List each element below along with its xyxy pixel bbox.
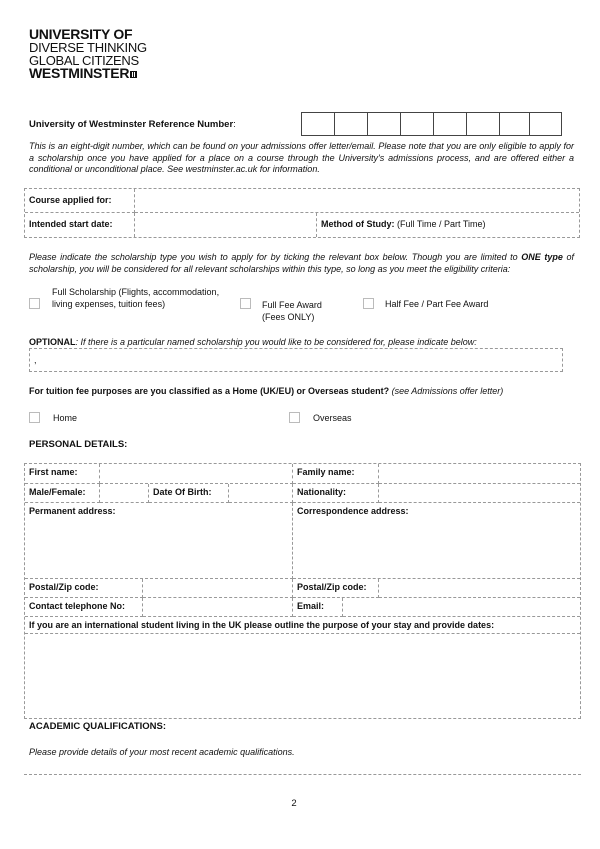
instructions-part-2: of scholarship, you will be considered for all relevant scholarships within this type, so long as you meet the eligibility criteria: bbox=[29, 252, 574, 274]
tuition-hint: (see Admissions offer letter) bbox=[389, 386, 504, 396]
reference-note: This is an eight-digit number, which can be found on your admissions offer letter/email. Please note that you are only eligible to apply for a scholarship once you have applied for a place on a course through the University's admissions process, and are offered either a conditional or unconditional place. See westminster.ac.uk for information. bbox=[29, 141, 574, 174]
correspondence-postal-label-cell bbox=[293, 579, 379, 598]
family-name-input[interactable] bbox=[379, 464, 580, 484]
full-fee-award-checkbox[interactable] bbox=[240, 298, 251, 309]
phone-label: Contact telephone No: bbox=[29, 601, 125, 611]
scholarship-instructions bbox=[29, 252, 574, 275]
full-scholarship-checkbox[interactable] bbox=[29, 298, 40, 309]
dob-label: Date Of Birth: bbox=[153, 487, 212, 497]
tuition-question-text: For tuition fee purposes are you classified as a Home (UK/EU) or Overseas student? bbox=[29, 386, 390, 396]
reference-digit-box[interactable] bbox=[529, 112, 562, 136]
overseas-label: Overseas bbox=[313, 413, 352, 423]
full-fee-award-subtitle: (Fees ONLY) bbox=[262, 312, 315, 322]
international-label-cell bbox=[25, 617, 580, 634]
reference-digit-box[interactable] bbox=[499, 112, 532, 136]
postal-code-label: Postal/Zip code: bbox=[29, 582, 99, 592]
logo-grid-icon bbox=[130, 71, 137, 78]
reference-number-label bbox=[29, 119, 236, 130]
postal-code-label-cell bbox=[25, 579, 143, 598]
academic-table-top-border bbox=[24, 774, 581, 775]
full-fee-award-title: Full Fee Award bbox=[262, 300, 322, 310]
reference-digit-box[interactable] bbox=[400, 112, 433, 136]
start-date-label-cell bbox=[25, 213, 135, 237]
university-logo bbox=[29, 28, 147, 80]
nationality-input[interactable] bbox=[379, 484, 580, 503]
reference-digit-box[interactable] bbox=[334, 112, 367, 136]
first-name-label: First name: bbox=[29, 467, 78, 477]
page-number: 2 bbox=[291, 798, 297, 809]
international-label: If you are an international student living in the UK please outline the purpose of your stay and provide dates: bbox=[29, 620, 495, 630]
correspondence-address-label: Correspondence address: bbox=[297, 506, 409, 516]
optional-text: : If there is a particular named scholarship you would like to be considered for, please indicate below: bbox=[75, 337, 477, 347]
full-scholarship-label: Full Scholarship (Flights, accommodation, living expenses, tuition fees) bbox=[52, 287, 220, 309]
tuition-question bbox=[29, 386, 503, 396]
named-scholarship-input[interactable] bbox=[29, 348, 563, 372]
logo-line-4-text: WESTMINSTER bbox=[29, 65, 130, 81]
phone-label-cell bbox=[25, 598, 143, 617]
course-label-cell bbox=[25, 189, 135, 213]
family-name-label: Family name: bbox=[297, 467, 355, 477]
international-stay-input[interactable] bbox=[25, 634, 580, 718]
nationality-label-cell bbox=[293, 484, 379, 503]
method-of-study-field[interactable] bbox=[317, 213, 579, 237]
nationality-label: Nationality: bbox=[297, 487, 347, 497]
permanent-address-field[interactable] bbox=[25, 503, 293, 579]
first-name-input[interactable] bbox=[100, 464, 293, 484]
logo-line-4 bbox=[29, 67, 147, 80]
reference-digit-box[interactable] bbox=[466, 112, 499, 136]
home-label: Home bbox=[53, 413, 78, 423]
method-label: Method of Study: bbox=[321, 219, 395, 229]
reference-label-colon: : bbox=[233, 119, 236, 130]
correspondence-postal-input[interactable] bbox=[379, 579, 580, 598]
academic-qualifications-note: Please provide details of your most recent academic qualifications. bbox=[29, 747, 295, 757]
academic-qualifications-heading: ACADEMIC QUALIFICATIONS: bbox=[29, 721, 167, 732]
email-label-cell bbox=[293, 598, 343, 617]
permanent-address-label: Permanent address: bbox=[29, 506, 116, 516]
course-table bbox=[24, 188, 580, 238]
logo-line-1: UNIVERSITY OF bbox=[29, 26, 133, 42]
correspondence-address-field[interactable] bbox=[293, 503, 580, 579]
logo-line-3: GLOBAL CITIZENS bbox=[29, 53, 139, 68]
postal-code-input[interactable] bbox=[143, 579, 293, 598]
optional-instructions bbox=[29, 337, 477, 347]
phone-input[interactable] bbox=[143, 598, 293, 617]
email-input[interactable] bbox=[343, 598, 580, 617]
logo-line-2: DIVERSE THINKING bbox=[29, 40, 147, 55]
instructions-part-1: Please indicate the scholarship type you wish to apply for by ticking the relevant box below. Though you are limited to bbox=[29, 252, 522, 262]
reference-digit-box[interactable] bbox=[367, 112, 400, 136]
correspondence-postal-label: Postal/Zip code: bbox=[297, 582, 367, 592]
full-fee-award-label bbox=[262, 299, 322, 323]
reference-digit-box[interactable] bbox=[301, 112, 334, 136]
personal-details-table bbox=[24, 463, 581, 719]
half-fee-award-label: Half Fee / Part Fee Award bbox=[385, 299, 489, 309]
email-label: Email: bbox=[297, 601, 325, 611]
start-date-label: Intended start date: bbox=[29, 219, 113, 229]
gender-input[interactable] bbox=[100, 484, 149, 503]
course-label: Course applied for: bbox=[29, 195, 112, 205]
overseas-checkbox[interactable] bbox=[289, 412, 300, 423]
reference-label-text: University of Westminster Reference Number bbox=[29, 119, 234, 130]
instructions-emphasis: ONE type bbox=[521, 252, 563, 262]
gender-label: Male/Female: bbox=[29, 487, 86, 497]
course-input[interactable] bbox=[135, 189, 579, 213]
named-scholarship-value: , bbox=[34, 355, 37, 365]
dob-input[interactable] bbox=[229, 484, 293, 503]
personal-details-heading: PERSONAL DETAILS: bbox=[29, 439, 128, 450]
start-date-input[interactable] bbox=[135, 213, 317, 237]
dob-label-cell bbox=[149, 484, 229, 503]
home-checkbox[interactable] bbox=[29, 412, 40, 423]
method-options: (Full Time / Part Time) bbox=[394, 219, 486, 229]
family-name-label-cell bbox=[293, 464, 379, 484]
optional-label: OPTIONAL bbox=[29, 337, 76, 347]
first-name-label-cell bbox=[25, 464, 100, 484]
half-fee-award-checkbox[interactable] bbox=[363, 298, 374, 309]
reference-digit-box[interactable] bbox=[433, 112, 466, 136]
gender-label-cell bbox=[25, 484, 100, 503]
